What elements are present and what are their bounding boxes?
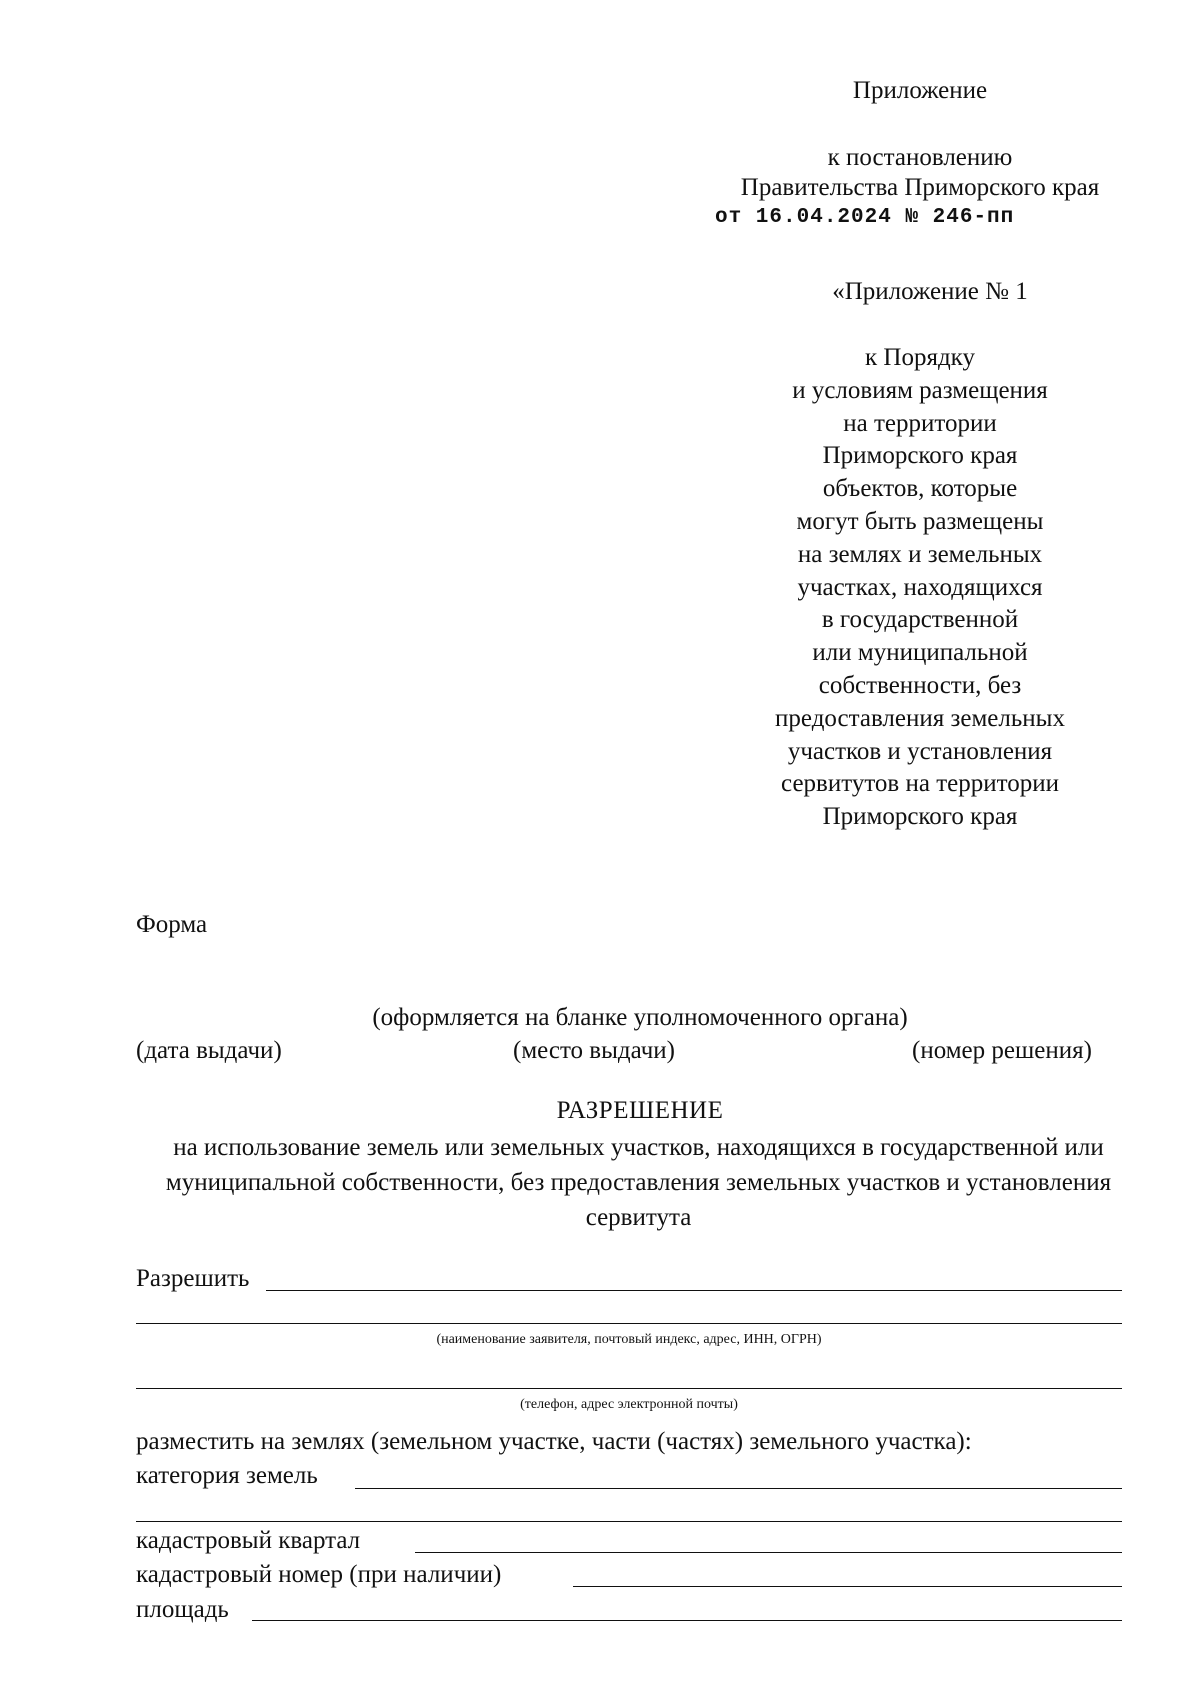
applicant-name-line[interactable] — [266, 1290, 1122, 1291]
issue-place-field: (место выдачи) — [513, 1037, 675, 1064]
order-line: на землях и земельных — [797, 540, 1043, 568]
quarter-line[interactable] — [415, 1552, 1122, 1553]
order-line: Приморского края — [822, 803, 1018, 831]
applicant-caption: (наименование заявителя, почтовый индекс, адрес, ИНН, ОГРН) — [436, 1332, 822, 1347]
appendix-title: Приложение — [852, 77, 988, 104]
cadnum-label: кадастровый номер (при наличии) — [136, 1561, 502, 1588]
blank-note: (оформляется на бланке уполномоченного органа) — [372, 1004, 908, 1031]
issue-date-field: (дата выдачи) — [136, 1037, 282, 1064]
category-line[interactable] — [355, 1488, 1122, 1489]
order-line: объектов, которые — [822, 475, 1018, 503]
decree-line-2: Правительства Приморского края — [740, 174, 1100, 201]
category-label: категория земель — [136, 1462, 318, 1489]
order-line: могут быть размещены — [796, 507, 1044, 535]
order-line: сервитутов на территории — [781, 770, 1059, 798]
order-line: участков и установления — [787, 737, 1053, 765]
order-line: к Порядку — [865, 344, 975, 371]
permit-title: РАЗРЕШЕНИЕ — [556, 1097, 724, 1124]
decree-number-stamp: от 16.04.2024 № 246-пп — [715, 206, 1015, 229]
order-line: участках, находящихся — [797, 573, 1043, 601]
decision-number-field: (номер решения) — [912, 1037, 1092, 1064]
order-line: собственности, без — [818, 671, 1022, 699]
cadnum-line[interactable] — [573, 1586, 1122, 1587]
order-line: на территории — [843, 409, 997, 437]
form-label: Форма — [136, 911, 208, 938]
order-line: и условиям размещения — [792, 376, 1048, 404]
contact-line[interactable] — [136, 1388, 1122, 1389]
permit-subtitle: на использование земель или земельных участков, находящихся в государственной или муниципальной собственности, без предоставления земельных участков и установления сервитута — [165, 1134, 1112, 1231]
order-line: в государственной — [821, 606, 1019, 634]
appendix-number: «Приложение № 1 — [832, 278, 1028, 305]
contact-caption: (телефон, адрес электронной почты) — [520, 1397, 738, 1412]
area-line[interactable] — [252, 1620, 1122, 1621]
applicant-name-line-2[interactable] — [136, 1323, 1122, 1324]
order-line: предоставления земельных — [775, 704, 1065, 732]
allow-label: Разрешить — [136, 1265, 250, 1292]
area-label: площадь — [136, 1596, 229, 1623]
place-on-label: разместить на землях (земельном участке, части (частях) земельного участка): — [136, 1428, 972, 1455]
order-line: Приморского края — [822, 442, 1018, 470]
order-line: или муниципальной — [812, 639, 1028, 667]
quarter-label: кадастровый квартал — [136, 1527, 361, 1554]
category-line-2[interactable] — [136, 1521, 1122, 1522]
decree-reference — [700, 143, 1140, 233]
order-reference — [730, 342, 1110, 834]
decree-line-1: к постановлению — [827, 144, 1013, 171]
